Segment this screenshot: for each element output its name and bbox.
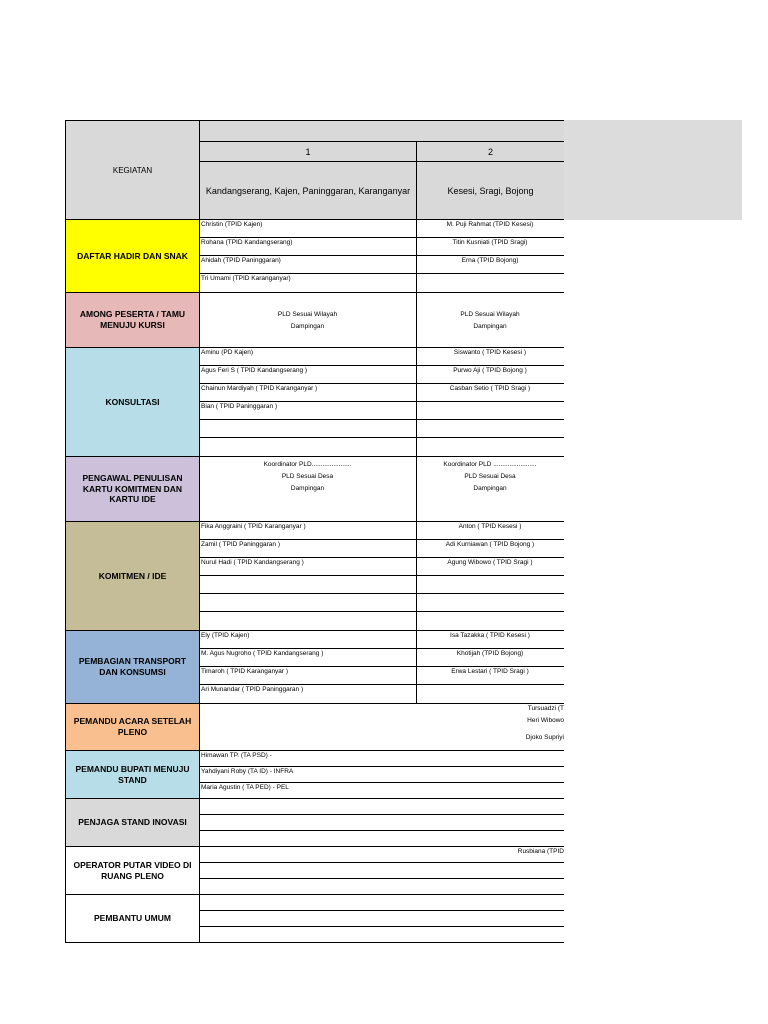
col2-area: Kesesi, Sragi, Bojong: [416, 161, 564, 220]
list-item: Siswanto ( TPID Kesesi ): [416, 347, 564, 366]
category-operator-video: OPERATOR PUTAR VIDEO DI RUANG PLENO: [65, 846, 200, 895]
list-item: Agus Feri S ( TPID Kandangserang ): [199, 365, 417, 384]
list-item: Maria Agustin ( TA PED) - PEL: [199, 782, 564, 799]
list-item: M. Agus Nugroho ( TPID Kandangserang ): [199, 648, 417, 667]
header-top-band: [199, 120, 564, 142]
col1-number: 1: [199, 141, 417, 162]
category-pemandu-acara: PEMANDU ACARA SETELAH PLENO: [65, 703, 200, 751]
list-item: Purwo Aji ( TPID Bojong ): [416, 365, 564, 384]
list-item: Anton ( TPID Kesesi ): [416, 521, 564, 540]
list-item: Ari Munandar ( TPID Paninggaran ): [199, 684, 417, 704]
category-daftar-hadir: DAFTAR HADIR DAN SNAK: [65, 219, 200, 293]
list-item: Isa Tazakka ( TPID Kesesi ): [416, 630, 564, 649]
list-item: Erna (TPID Bojong): [416, 255, 564, 274]
list-item: Nurul Hadi ( TPID Kandangserang ): [199, 557, 417, 576]
list-item: Chainun Mardiyah ( TPID Karanganyar ): [199, 383, 417, 402]
list-item: [199, 593, 417, 612]
list-item: Heri Wibowo: [527, 717, 564, 724]
list-item: M. Puji Rahmat (TPID Kesesi): [416, 219, 564, 238]
row-divider: [199, 926, 564, 927]
list-item: [416, 684, 564, 704]
among-col2: PLD Sesuai Wilayah Dampingan: [416, 292, 564, 348]
list-item: [416, 437, 564, 457]
list-item: Agung Wibowo ( TPID Sragi ): [416, 557, 564, 576]
row-divider: [199, 862, 564, 863]
row-divider: [199, 878, 564, 879]
list-item: Djoko Supriyi: [525, 734, 564, 741]
list-item: Adi Kurniawan ( TPID Bojong ): [416, 539, 564, 558]
kegiatan-header: [65, 120, 200, 220]
pengawal-col2: Koordinator PLD ........................ PLD Sesuai Desa Dampingan: [416, 456, 564, 522]
row-divider: [199, 798, 564, 799]
col1-area: Kandangserang, Kajen, Paninggaran, Karanganyar: [199, 161, 417, 220]
list-item: [199, 611, 417, 631]
list-item: [416, 593, 564, 612]
list-item: Timaroh ( TPID Karanganyar ): [199, 666, 417, 685]
category-pembagian-transport: PEMBAGIAN TRANSPORT DAN KONSUMSI: [65, 630, 200, 704]
header-gray-band: [564, 120, 742, 220]
list-item: Aminu (PD Kajen): [199, 347, 417, 366]
list-item: Himawan TP. (TA PSD) -: [199, 750, 564, 767]
list-item: [416, 575, 564, 594]
list-item: Yahdiyani Roby (TA ID) - INFRA: [199, 766, 564, 783]
row-divider: [199, 814, 564, 815]
category-pengawal: PENGAWAL PENULISAN KARTU KOMITMEN DAN KARTU IDE: [65, 456, 200, 522]
list-item: [199, 437, 417, 457]
list-item: Khotijah (TPID Bojong): [416, 648, 564, 667]
list-item: [416, 419, 564, 438]
category-konsultasi: KONSULTASI: [65, 347, 200, 457]
category-penjaga-stand: PENJAGA STAND INOVASI: [65, 798, 200, 847]
list-item: [416, 611, 564, 631]
list-item: Ely (TPID Kajen): [199, 630, 417, 649]
list-item: Bian ( TPID Paninggaran ): [199, 401, 417, 420]
list-item: Rusbiana (TPID: [199, 846, 564, 863]
pengawal-col1: Koordinator PLD...................... PLD Sesuai Desa Dampingan: [199, 456, 417, 522]
list-item: Titin Kusniati (TPID Sragi): [416, 237, 564, 256]
category-pembantu-umum: PEMBANTU UMUM: [65, 894, 200, 943]
list-item: Casban Setio ( TPID Sragi ): [416, 383, 564, 402]
among-col1: PLD Sesuai Wilayah Dampingan: [199, 292, 417, 348]
list-item: Zamil ( TPID Paninggaran ): [199, 539, 417, 558]
list-item: [199, 419, 417, 438]
list-item: Tri Umami (TPID Karanganyar): [199, 273, 417, 293]
category-komitmen: KOMITMEN / IDE: [65, 521, 200, 631]
kegiatan-label: KEGIATAN: [112, 165, 153, 175]
list-item: Erwa Lestari ( TPID Sragi ): [416, 666, 564, 685]
list-item: [199, 575, 417, 594]
row-divider: [199, 910, 564, 911]
list-item: Tursuadzi (T: [199, 703, 564, 720]
list-item: [416, 401, 564, 420]
category-pemandu-bupati: PEMANDU BUPATI MENUJU STAND: [65, 750, 200, 799]
col2-number: 2: [416, 141, 564, 162]
list-item: Fika Anggraini ( TPID Karanganyar ): [199, 521, 417, 540]
list-item: Rohana (TPID Kandangserang): [199, 237, 417, 256]
row-divider: [199, 894, 564, 895]
row-divider: [199, 830, 564, 831]
category-among-peserta: AMONG PESERTA / TAMU MENUJU KURSI: [65, 292, 200, 348]
list-item: [416, 273, 564, 293]
list-item: Christin (TPID Kajen): [199, 219, 417, 238]
list-item: Ahidah (TPID Paninggaran): [199, 255, 417, 274]
